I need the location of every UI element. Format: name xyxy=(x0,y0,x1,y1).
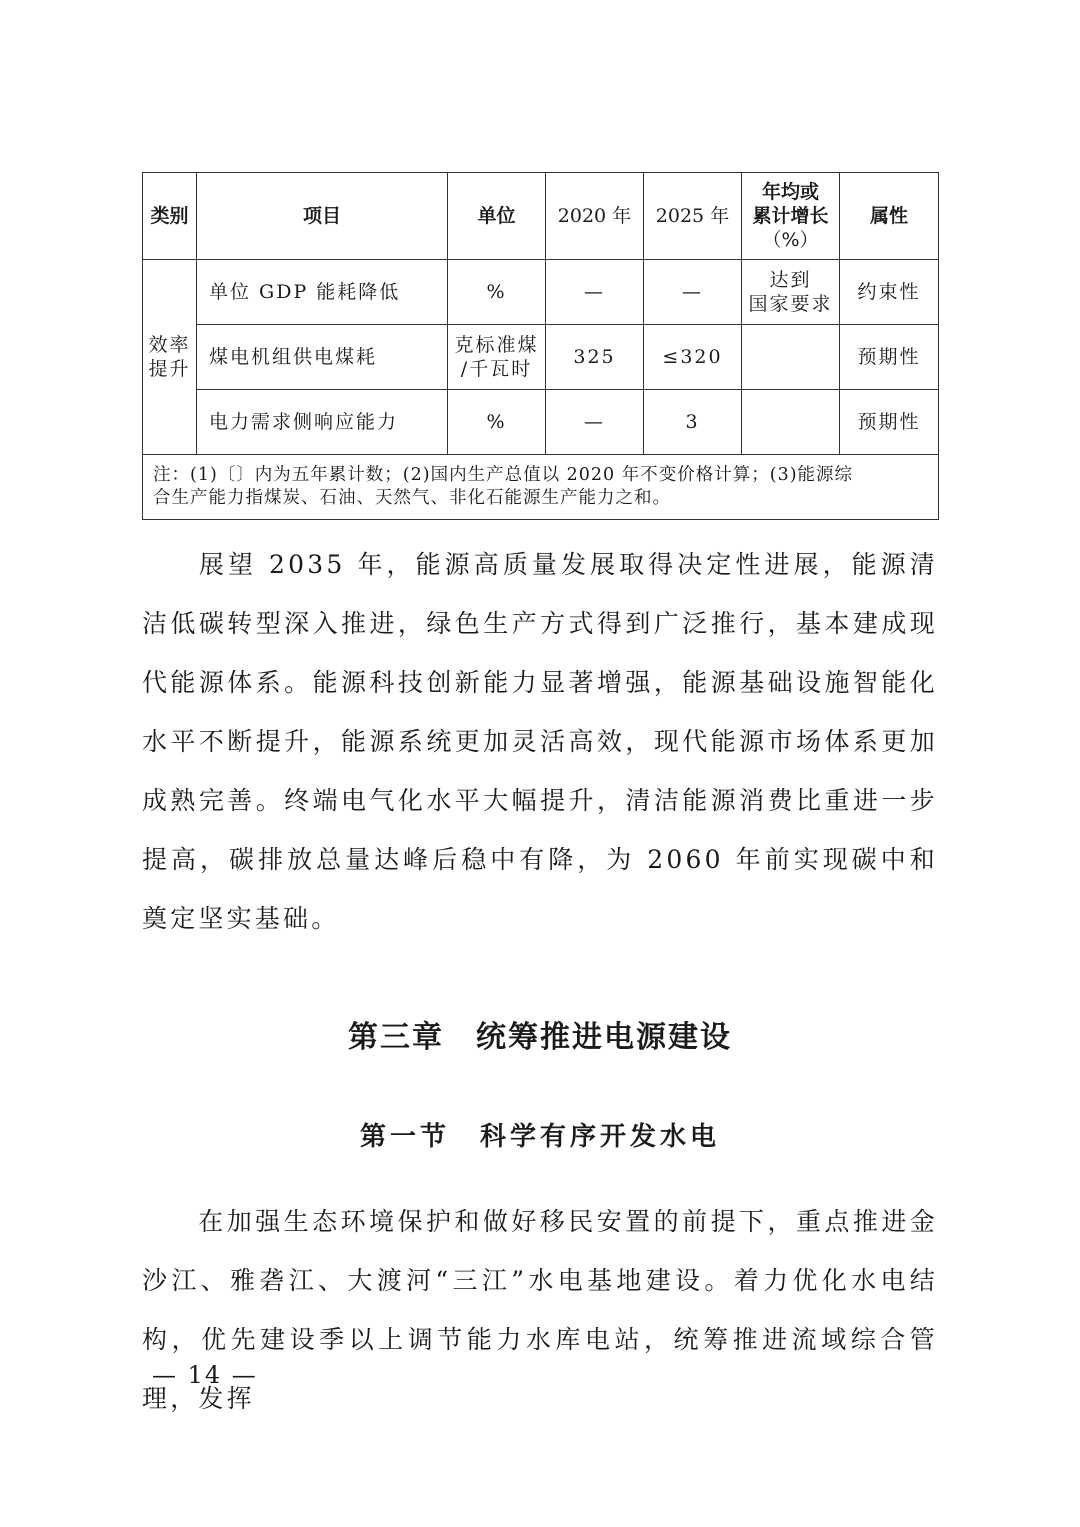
header-category: 类别 xyxy=(143,173,197,260)
cell-item: 单位 GDP 能耗降低 xyxy=(197,260,448,325)
chapter-title: 第三章 统筹推进电源建设 xyxy=(348,1020,732,1055)
header-2025: 2025 年 xyxy=(644,173,742,260)
header-growth-line2: 累计增长 xyxy=(752,205,829,227)
header-item: 项目 xyxy=(197,173,448,260)
table-header-row xyxy=(143,173,939,260)
cell-unit xyxy=(448,325,546,390)
table-row xyxy=(143,325,939,390)
header-growth-line1: 年均或 xyxy=(761,181,819,203)
outlook-paragraph xyxy=(142,535,938,948)
indicator-table xyxy=(142,172,939,520)
cell-attribute: 预期性 xyxy=(840,390,939,455)
indicator-table-container xyxy=(142,172,938,520)
category-cell xyxy=(143,260,197,455)
category-line1: 效率 xyxy=(148,334,191,356)
cell-2025: 3 xyxy=(644,390,742,455)
outlook-paragraph-text: 展望 2035 年，能源高质量发展取得决定性进展，能源清洁低碳转型深入推进，绿色生产方式得到广泛推行，基本建成现代能源体系。能源科技创新能力显著增强，能源基础设施智能化水平不断提升，能源系统更加灵活高效，现代能源市场体系更加成熟完善。终端电气化水平大幅提升，清洁能源消费比重进一步提高，碳排放总量达峰后稳中有降，为 2060 年前实现碳中和奠定坚实基础。 xyxy=(142,550,938,933)
cell-item: 电力需求侧响应能力 xyxy=(197,390,448,455)
section-title: 第一节 科学有序开发水电 xyxy=(359,1122,720,1152)
cell-unit: % xyxy=(448,260,546,325)
cell-growth xyxy=(742,390,840,455)
cell-2025: ≤320 xyxy=(644,325,742,390)
cell-growth xyxy=(742,325,840,390)
table-note-line2: 合生产能力指煤炭、石油、天然气、非化石能源生产能力之和。 xyxy=(153,488,671,508)
header-growth xyxy=(742,173,840,260)
page-number: — 14 — xyxy=(152,1361,258,1389)
header-growth-line3: （%） xyxy=(762,229,819,251)
cell-attribute: 约束性 xyxy=(840,260,939,325)
table-row xyxy=(143,260,939,325)
header-attribute: 属性 xyxy=(840,173,939,260)
cell-unit-line2: /千瓦时 xyxy=(460,358,533,380)
cell-unit-line1: 克标准煤 xyxy=(454,334,539,356)
header-2020: 2020 年 xyxy=(546,173,644,260)
category-line2: 提升 xyxy=(148,358,191,380)
cell-2020: — xyxy=(546,390,644,455)
cell-growth xyxy=(742,260,840,325)
hydropower-paragraph xyxy=(142,1192,938,1428)
table-row xyxy=(143,390,939,455)
cell-2020: — xyxy=(546,260,644,325)
table-note-row xyxy=(143,455,939,520)
cell-2025: — xyxy=(644,260,742,325)
hydropower-paragraph-text: 在加强生态环境保护和做好移民安置的前提下，重点推进金沙江、雅砻江、大渡河“三江”水电基地建设。着力优化水电结构，优先建设季以上调节能力水库电站，统筹推进流域综合管理，发挥 xyxy=(142,1207,938,1413)
cell-attribute: 预期性 xyxy=(840,325,939,390)
table-note xyxy=(143,455,939,520)
cell-item: 煤电机组供电煤耗 xyxy=(197,325,448,390)
cell-growth-line2: 国家要求 xyxy=(748,293,833,315)
cell-growth-line1: 达到 xyxy=(769,269,812,291)
header-unit: 单位 xyxy=(448,173,546,260)
cell-unit: % xyxy=(448,390,546,455)
cell-2020: 325 xyxy=(546,325,644,390)
table-note-line1: 注：(1)〔〕内为五年累计数；(2)国内生产总值以 2020 年不变价格计算；(3)能源综 xyxy=(153,465,854,485)
